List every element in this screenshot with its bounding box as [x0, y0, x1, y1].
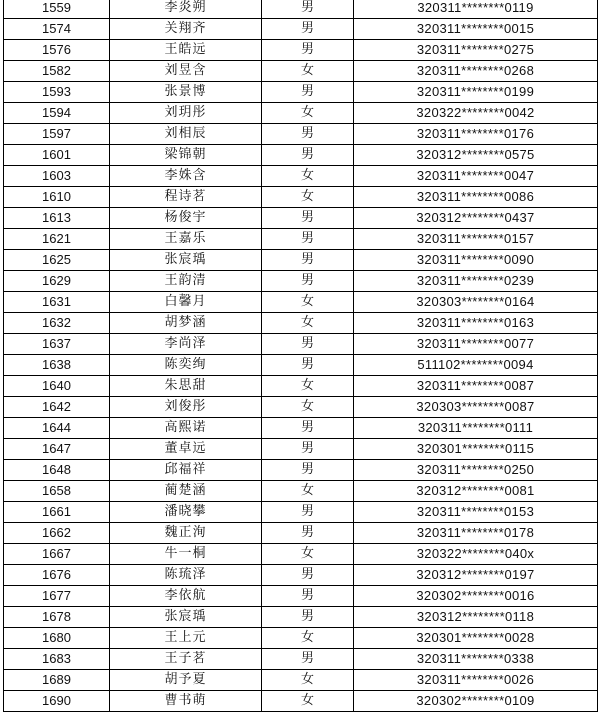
table-row: [4, 292, 598, 313]
gender-cell: 男: [262, 145, 354, 166]
student-number-cell: 1644: [4, 418, 110, 439]
student-number-cell: 1631: [4, 292, 110, 313]
student-number-cell: 1677: [4, 586, 110, 607]
id-card-number-cell: 320311********0178: [354, 523, 598, 544]
table-row: [4, 61, 598, 82]
table-row: [4, 628, 598, 649]
id-card-number-cell: 320303********0087: [354, 397, 598, 418]
gender-cell: 男: [262, 124, 354, 145]
id-card-number-cell: 320311********0119: [354, 0, 598, 19]
student-number-cell: 1621: [4, 229, 110, 250]
gender-cell: 男: [262, 439, 354, 460]
gender-cell: 女: [262, 103, 354, 124]
id-card-number-cell: 320301********0028: [354, 628, 598, 649]
student-name-cell: 胡予夏: [110, 670, 262, 691]
student-number-cell: 1601: [4, 145, 110, 166]
table-row: [4, 544, 598, 565]
table-body: [4, 0, 598, 712]
table-row: [4, 397, 598, 418]
student-name-cell: 张宸瑀: [110, 607, 262, 628]
table-row: [4, 250, 598, 271]
table-row: [4, 40, 598, 61]
table-row: [4, 82, 598, 103]
gender-cell: 男: [262, 0, 354, 19]
gender-cell: 女: [262, 292, 354, 313]
table-row: [4, 355, 598, 376]
table-row: [4, 670, 598, 691]
id-card-number-cell: 320311********0275: [354, 40, 598, 61]
gender-cell: 女: [262, 61, 354, 82]
student-name-cell: 陈琉泽: [110, 565, 262, 586]
student-name-cell: 程诗茗: [110, 187, 262, 208]
gender-cell: 男: [262, 208, 354, 229]
student-number-cell: 1574: [4, 19, 110, 40]
gender-cell: 男: [262, 40, 354, 61]
table-row: [4, 376, 598, 397]
id-card-number-cell: 320312********0437: [354, 208, 598, 229]
student-number-cell: 1632: [4, 313, 110, 334]
student-number-cell: 1640: [4, 376, 110, 397]
gender-cell: 女: [262, 187, 354, 208]
gender-cell: 男: [262, 502, 354, 523]
gender-cell: 女: [262, 166, 354, 187]
student-name-cell: 王韵清: [110, 271, 262, 292]
student-number-cell: 1667: [4, 544, 110, 565]
table-row: [4, 187, 598, 208]
table-row: [4, 439, 598, 460]
table-row: [4, 565, 598, 586]
student-name-cell: 关翔齐: [110, 19, 262, 40]
student-number-cell: 1683: [4, 649, 110, 670]
id-card-number-cell: 320302********0109: [354, 691, 598, 712]
student-name-cell: 张宸瑀: [110, 250, 262, 271]
table-row: [4, 103, 598, 124]
id-card-number-cell: 320311********0153: [354, 502, 598, 523]
student-number-cell: 1603: [4, 166, 110, 187]
student-number-cell: 1610: [4, 187, 110, 208]
student-number-cell: 1662: [4, 523, 110, 544]
table-row: [4, 649, 598, 670]
student-name-cell: 刘相辰: [110, 124, 262, 145]
student-name-cell: 梁锦朝: [110, 145, 262, 166]
student-number-cell: 1661: [4, 502, 110, 523]
table-row: [4, 0, 598, 19]
id-card-number-cell: 320303********0164: [354, 292, 598, 313]
gender-cell: 男: [262, 586, 354, 607]
gender-cell: 女: [262, 544, 354, 565]
student-name-cell: 邱福祥: [110, 460, 262, 481]
gender-cell: 男: [262, 355, 354, 376]
id-card-number-cell: 320311********0111: [354, 418, 598, 439]
table-row: [4, 229, 598, 250]
table-row: [4, 691, 598, 712]
student-number-cell: 1642: [4, 397, 110, 418]
student-number-cell: 1690: [4, 691, 110, 712]
student-number-cell: 1638: [4, 355, 110, 376]
gender-cell: 女: [262, 670, 354, 691]
table-row: [4, 418, 598, 439]
table-row: [4, 523, 598, 544]
student-number-cell: 1658: [4, 481, 110, 502]
student-number-cell: 1582: [4, 61, 110, 82]
id-card-number-cell: 320322********040x: [354, 544, 598, 565]
gender-cell: 男: [262, 250, 354, 271]
id-card-number-cell: 320311********0015: [354, 19, 598, 40]
gender-cell: 男: [262, 229, 354, 250]
gender-cell: 男: [262, 82, 354, 103]
table-row: [4, 502, 598, 523]
gender-cell: 女: [262, 481, 354, 502]
id-card-number-cell: 320311********0026: [354, 670, 598, 691]
student-name-cell: 刘昱含: [110, 61, 262, 82]
id-card-number-cell: 320311********0199: [354, 82, 598, 103]
student-name-cell: 刘俊彤: [110, 397, 262, 418]
table-row: [4, 313, 598, 334]
table-row: [4, 166, 598, 187]
id-card-number-cell: 320311********0163: [354, 313, 598, 334]
student-name-cell: 白馨月: [110, 292, 262, 313]
student-name-cell: 王上元: [110, 628, 262, 649]
student-name-cell: 朱思甜: [110, 376, 262, 397]
student-name-cell: 王嘉乐: [110, 229, 262, 250]
id-card-number-cell: 320311********0268: [354, 61, 598, 82]
student-number-cell: 1594: [4, 103, 110, 124]
student-number-cell: 1613: [4, 208, 110, 229]
gender-cell: 男: [262, 271, 354, 292]
student-number-cell: 1648: [4, 460, 110, 481]
id-card-number-cell: 320311********0077: [354, 334, 598, 355]
student-number-cell: 1576: [4, 40, 110, 61]
student-name-cell: 董卓远: [110, 439, 262, 460]
id-card-number-cell: 320312********0575: [354, 145, 598, 166]
id-card-number-cell: 320311********0087: [354, 376, 598, 397]
table-row: [4, 271, 598, 292]
gender-cell: 女: [262, 628, 354, 649]
gender-cell: 男: [262, 334, 354, 355]
table-row: [4, 586, 598, 607]
student-name-cell: 李依航: [110, 586, 262, 607]
student-name-cell: 杨俊宇: [110, 208, 262, 229]
id-card-number-cell: 320311********0176: [354, 124, 598, 145]
student-name-cell: 牛一桐: [110, 544, 262, 565]
student-name-cell: 陈奕绚: [110, 355, 262, 376]
gender-cell: 男: [262, 523, 354, 544]
table-row: [4, 607, 598, 628]
id-card-number-cell: 320311********0338: [354, 649, 598, 670]
table-row: [4, 334, 598, 355]
table-row: [4, 124, 598, 145]
student-name-cell: 王子茗: [110, 649, 262, 670]
student-name-cell: 蔺楚涵: [110, 481, 262, 502]
student-number-cell: 1629: [4, 271, 110, 292]
id-card-number-cell: 320302********0016: [354, 586, 598, 607]
id-card-number-cell: 320311********0250: [354, 460, 598, 481]
student-name-cell: 胡梦涵: [110, 313, 262, 334]
student-table: [3, 0, 598, 712]
id-card-number-cell: 320311********0047: [354, 166, 598, 187]
student-name-cell: 曹书萌: [110, 691, 262, 712]
id-card-number-cell: 320311********0090: [354, 250, 598, 271]
gender-cell: 女: [262, 691, 354, 712]
student-name-cell: 李尚泽: [110, 334, 262, 355]
student-number-cell: 1676: [4, 565, 110, 586]
id-card-number-cell: 320311********0157: [354, 229, 598, 250]
id-card-number-cell: 320311********0239: [354, 271, 598, 292]
id-card-number-cell: 320301********0115: [354, 439, 598, 460]
student-name-cell: 张景博: [110, 82, 262, 103]
student-name-cell: 潘晓攀: [110, 502, 262, 523]
student-number-cell: 1625: [4, 250, 110, 271]
id-card-number-cell: 320312********0081: [354, 481, 598, 502]
student-number-cell: 1593: [4, 82, 110, 103]
gender-cell: 女: [262, 313, 354, 334]
id-card-number-cell: 320322********0042: [354, 103, 598, 124]
gender-cell: 男: [262, 19, 354, 40]
gender-cell: 男: [262, 649, 354, 670]
table-row: [4, 460, 598, 481]
id-card-number-cell: 511102********0094: [354, 355, 598, 376]
student-name-cell: 李炎朔: [110, 0, 262, 19]
student-number-cell: 1680: [4, 628, 110, 649]
gender-cell: 女: [262, 376, 354, 397]
gender-cell: 男: [262, 460, 354, 481]
student-name-cell: 魏正洵: [110, 523, 262, 544]
student-number-cell: 1597: [4, 124, 110, 145]
table-row: [4, 19, 598, 40]
student-number-cell: 1678: [4, 607, 110, 628]
student-name-cell: 王皓远: [110, 40, 262, 61]
gender-cell: 男: [262, 418, 354, 439]
table-row: [4, 145, 598, 166]
id-card-number-cell: 320311********0086: [354, 187, 598, 208]
student-name-cell: 刘玥彤: [110, 103, 262, 124]
student-number-cell: 1637: [4, 334, 110, 355]
student-number-cell: 1559: [4, 0, 110, 19]
student-number-cell: 1647: [4, 439, 110, 460]
gender-cell: 男: [262, 607, 354, 628]
id-card-number-cell: 320312********0197: [354, 565, 598, 586]
student-name-cell: 高熙诺: [110, 418, 262, 439]
student-number-cell: 1689: [4, 670, 110, 691]
id-card-number-cell: 320312********0118: [354, 607, 598, 628]
table-row: [4, 481, 598, 502]
student-name-cell: 李姝含: [110, 166, 262, 187]
gender-cell: 女: [262, 397, 354, 418]
table-row: [4, 208, 598, 229]
gender-cell: 男: [262, 565, 354, 586]
